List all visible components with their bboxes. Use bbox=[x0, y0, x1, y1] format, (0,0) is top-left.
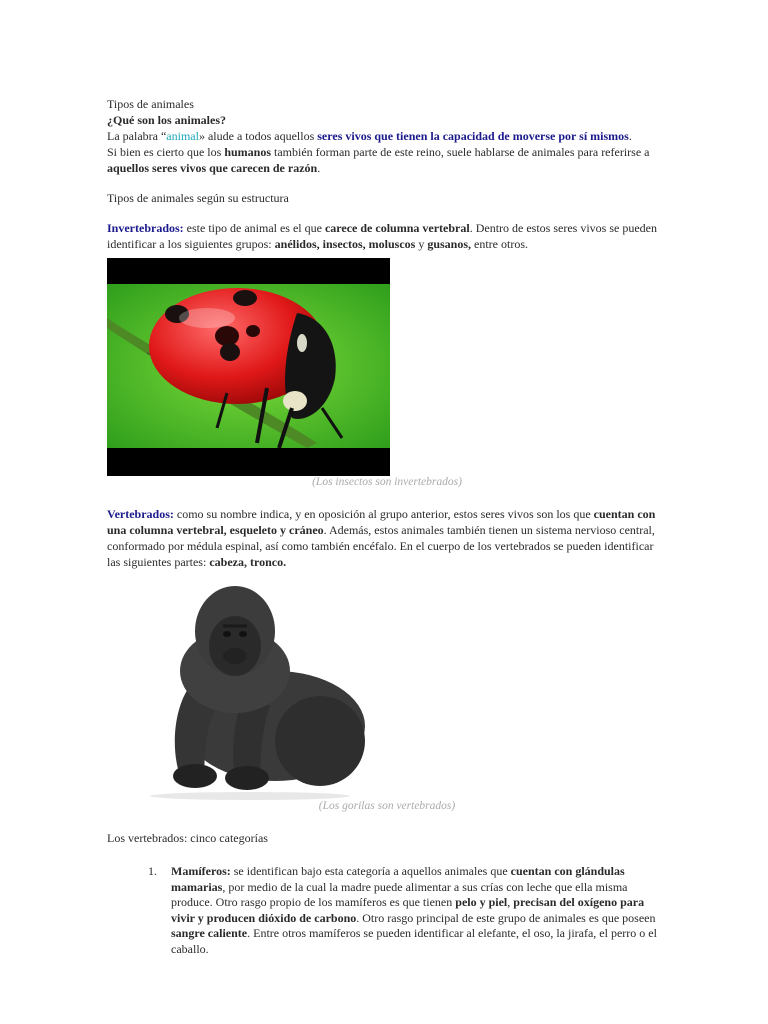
invertebrados-paragraph: Invertebrados: este tipo de animal es el que carece de columna vertebral. Dentro de estos seres vivos se pueden identificar a los siguientes grupos: anélidos, insectos, moluscos y gusanos, entre otros. bbox=[107, 221, 657, 251]
ladybug-image bbox=[107, 258, 390, 476]
animal-link[interactable]: animal bbox=[166, 129, 199, 143]
gorilla-caption: (Los gorilas son vertebrados) bbox=[318, 800, 456, 812]
categories-list bbox=[107, 864, 667, 957]
highlight-text: seres vivos que tienen la capacidad de moverse por sí mismos bbox=[317, 129, 629, 143]
intro-paragraph-2: Si bien es cierto que los humanos también forman parte de este reino, suele hablarse de animales para referirse a aquellos seres vivos que carecen de razón. bbox=[107, 145, 650, 175]
invertebrados-label: Invertebrados: bbox=[107, 221, 184, 235]
categories-title: Los vertebrados: cinco categorías bbox=[107, 831, 268, 845]
intro-paragraph-1: La palabra “animal» alude a todos aquellos seres vivos que tienen la capacidad de moverse por sí mismos. bbox=[107, 129, 632, 143]
doc-title: Tipos de animales bbox=[107, 97, 194, 111]
vertebrados-label: Vertebrados: bbox=[107, 507, 174, 521]
mamiferos-label: Mamíferos: bbox=[171, 864, 231, 878]
question-heading: ¿Qué son los animales? bbox=[107, 113, 227, 127]
ladybug-caption: (Los insectos son invertebrados) bbox=[312, 476, 462, 488]
list-number: 1. bbox=[148, 864, 157, 878]
document-page bbox=[107, 96, 667, 957]
vertebrados-paragraph: Vertebrados: como su nombre indica, y en oposición al grupo anterior, estos seres vivos son los que cuentan con una columna vertebral, esqueleto y cráneo. Además, estos animales también tienen un sistema nervioso central, conformado por médula espinal, así como también encéfalo. En el cuerpo de los vertebrados se pueden identificar las siguientes partes: cabeza, tronco. bbox=[107, 507, 656, 569]
list-item: 1. Mamíferos: se identifican bajo esta categoría a aquellos animales que cuentan con glándulas mamarias, por medio de la cual la madre puede alimentar a sus crías con leche que ella misma produce. Otro rasgo propio de los mamíferos es que tienen pelo y piel, precisan del oxígeno para vivir y producen dióxido de carbono. Otro rasgo principal de este grupo de animales es que poseen sangre caliente. Entre otros mamíferos se pueden identificar al elefante, el oso, la jirafa, el perro o el caballo. bbox=[148, 864, 657, 956]
section-title: Tipos de animales según su estructura bbox=[107, 191, 289, 205]
gorilla-image bbox=[107, 576, 667, 800]
